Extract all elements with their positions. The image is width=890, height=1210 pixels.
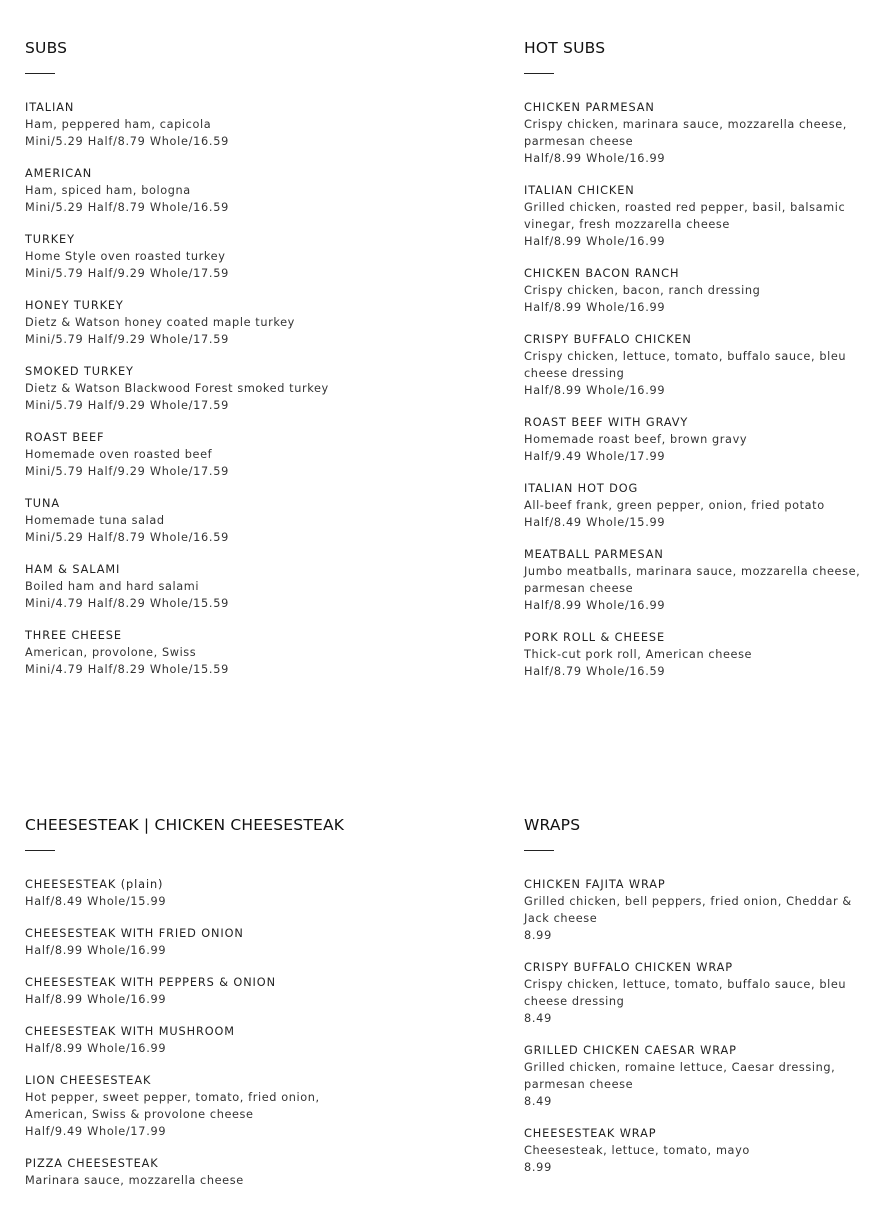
menu-item [524, 99, 864, 168]
item-desc: Jumbo meatballs, marinara sauce, mozzarella cheese, parmesan cheese [524, 565, 861, 595]
section-title: SUBS [25, 39, 68, 57]
item-name: ITALIAN HOT DOG [524, 482, 639, 495]
menu-item [524, 1042, 864, 1111]
item-desc: American, provolone, Swiss [25, 646, 197, 659]
item-name: AMERICAN [25, 167, 93, 180]
item-name: PIZZA CHEESESTEAK [25, 1157, 159, 1170]
item-name: HAM & SALAMI [25, 563, 121, 576]
menu-item [25, 99, 365, 151]
item-name: CRISPY BUFFALO CHICKEN WRAP [524, 961, 733, 974]
hot-subs-section [524, 39, 864, 695]
section-title: CHEESESTEAK | CHICKEN CHEESESTEAK [25, 816, 345, 834]
item-price: Mini/5.29 Half/8.79 Whole/16.59 [25, 201, 229, 214]
item-name: ITALIAN CHICKEN [524, 184, 635, 197]
item-desc: Boiled ham and hard salami [25, 580, 200, 593]
item-price: Mini/5.29 Half/8.79 Whole/16.59 [25, 531, 229, 544]
menu-item [524, 414, 864, 466]
item-name: CHICKEN FAJITA WRAP [524, 878, 666, 891]
wraps-section [524, 816, 864, 1191]
menu-item [524, 265, 864, 317]
item-desc: Homemade oven roasted beef [25, 448, 213, 461]
item-price: Mini/5.79 Half/9.29 Whole/17.59 [25, 267, 229, 280]
item-desc: Crispy chicken, marinara sauce, mozzarella cheese, parmesan cheese [524, 118, 847, 148]
item-name: HONEY TURKEY [25, 299, 124, 312]
item-name: ITALIAN [25, 101, 75, 114]
item-desc: Dietz & Watson Blackwood Forest smoked turkey [25, 382, 329, 395]
item-name: ROAST BEEF WITH GRAVY [524, 416, 689, 429]
menu-item [25, 974, 365, 1009]
menu-item [524, 1125, 864, 1177]
menu-item [524, 480, 864, 532]
item-name: CHEESESTEAK WITH MUSHROOM [25, 1025, 235, 1038]
item-desc: Homemade tuna salad [25, 514, 165, 527]
menu-item [25, 165, 365, 217]
menu-item [524, 182, 864, 251]
item-name: THREE CHEESE [25, 629, 122, 642]
item-name: CHEESESTEAK WITH FRIED ONION [25, 927, 244, 940]
subs-section [25, 39, 365, 693]
item-price: Half/8.99 Whole/16.99 [524, 599, 666, 612]
item-desc: Marinara sauce, mozzarella cheese [25, 1174, 244, 1187]
menu-item [524, 546, 864, 615]
item-desc: All-beef frank, green pepper, onion, fried potato [524, 499, 825, 512]
item-name: TURKEY [25, 233, 75, 246]
menu-item [524, 629, 864, 681]
item-price: Half/8.99 Whole/16.99 [524, 235, 666, 248]
item-desc: Ham, spiced ham, bologna [25, 184, 191, 197]
item-price: Mini/5.79 Half/9.29 Whole/17.59 [25, 333, 229, 346]
section-divider [25, 850, 55, 851]
item-name: LION CHEESESTEAK [25, 1074, 152, 1087]
item-desc: Grilled chicken, bell peppers, fried onion, Cheddar & Jack cheese [524, 895, 852, 925]
menu-item [25, 627, 365, 679]
item-desc: Grilled chicken, roasted red pepper, basil, balsamic vinegar, fresh mozzarella cheese [524, 201, 846, 231]
item-name: CHICKEN PARMESAN [524, 101, 655, 114]
menu-item [524, 331, 864, 400]
item-price: Half/8.99 Whole/16.99 [25, 944, 167, 957]
item-name: TUNA [25, 497, 60, 510]
item-desc: Thick-cut pork roll, American cheese [524, 648, 753, 661]
item-price: Mini/5.29 Half/8.79 Whole/16.59 [25, 135, 229, 148]
item-price: Half/8.99 Whole/16.99 [524, 301, 666, 314]
menu-item [25, 231, 365, 283]
item-price: Half/9.49 Whole/17.99 [25, 1125, 167, 1138]
item-desc: Dietz & Watson honey coated maple turkey [25, 316, 295, 329]
item-name: CHEESESTEAK (plain) [25, 878, 164, 891]
item-price: Mini/4.79 Half/8.29 Whole/15.59 [25, 663, 229, 676]
item-name: ROAST BEEF [25, 431, 105, 444]
item-name: CHEESESTEAK WITH PEPPERS & ONION [25, 976, 276, 989]
item-desc: Crispy chicken, lettuce, tomato, buffalo sauce, bleu cheese dressing [524, 350, 847, 380]
item-price: Mini/5.79 Half/9.29 Whole/17.59 [25, 465, 229, 478]
menu-item [25, 925, 365, 960]
item-desc: Crispy chicken, lettuce, tomato, buffalo sauce, bleu cheese dressing [524, 978, 847, 1008]
menu-item [25, 1023, 365, 1058]
item-name: GRILLED CHICKEN CAESAR WRAP [524, 1044, 737, 1057]
section-title: HOT SUBS [524, 39, 606, 57]
item-price: Mini/4.79 Half/8.29 Whole/15.59 [25, 597, 229, 610]
item-name: PORK ROLL & CHEESE [524, 631, 666, 644]
section-divider [524, 850, 554, 851]
item-desc: Crispy chicken, bacon, ranch dressing [524, 284, 761, 297]
section-divider [524, 73, 554, 74]
section-divider [25, 73, 55, 74]
menu-item-list [524, 876, 864, 1177]
item-desc: Grilled chicken, romaine lettuce, Caesar dressing, parmesan cheese [524, 1061, 836, 1091]
item-price: Half/8.99 Whole/16.99 [524, 152, 666, 165]
item-price: 8.49 [524, 1095, 552, 1108]
menu-item-list [25, 876, 365, 1189]
item-price: 8.99 [524, 1161, 552, 1174]
menu-item [524, 959, 864, 1028]
menu-item [25, 561, 365, 613]
menu-item-list [524, 99, 864, 681]
item-name: SMOKED TURKEY [25, 365, 134, 378]
item-price: 8.49 [524, 1012, 552, 1025]
item-desc: Ham, peppered ham, capicola [25, 118, 212, 131]
cheesesteak-section [25, 816, 365, 1203]
item-name: CHICKEN BACON RANCH [524, 267, 680, 280]
menu-item [524, 876, 864, 945]
item-price: Half/8.49 Whole/15.99 [524, 516, 666, 529]
item-price: Half/8.99 Whole/16.99 [524, 384, 666, 397]
section-title: WRAPS [524, 816, 581, 834]
item-name: CRISPY BUFFALO CHICKEN [524, 333, 692, 346]
menu-item-list [25, 99, 365, 679]
item-price: Mini/5.79 Half/9.29 Whole/17.59 [25, 399, 229, 412]
menu-item [25, 1072, 365, 1141]
item-price: Half/8.99 Whole/16.99 [25, 1042, 167, 1055]
menu-item [25, 297, 365, 349]
item-price: Half/8.99 Whole/16.99 [25, 993, 167, 1006]
item-price: Half/9.49 Whole/17.99 [524, 450, 666, 463]
item-price: Half/8.49 Whole/15.99 [25, 895, 167, 908]
item-name: CHEESESTEAK WRAP [524, 1127, 657, 1140]
item-price: Half/8.79 Whole/16.59 [524, 665, 666, 678]
item-name: MEATBALL PARMESAN [524, 548, 664, 561]
item-desc: Homemade roast beef, brown gravy [524, 433, 748, 446]
menu-item [25, 876, 365, 911]
menu-item [25, 363, 365, 415]
menu-item [25, 429, 365, 481]
menu-item [25, 495, 365, 547]
item-desc: Home Style oven roasted turkey [25, 250, 226, 263]
menu-item [25, 1155, 365, 1189]
item-desc: Cheesesteak, lettuce, tomato, mayo [524, 1144, 750, 1157]
item-desc: Hot pepper, sweet pepper, tomato, fried onion, American, Swiss & provolone cheese [25, 1091, 320, 1121]
item-price: 8.99 [524, 929, 552, 942]
